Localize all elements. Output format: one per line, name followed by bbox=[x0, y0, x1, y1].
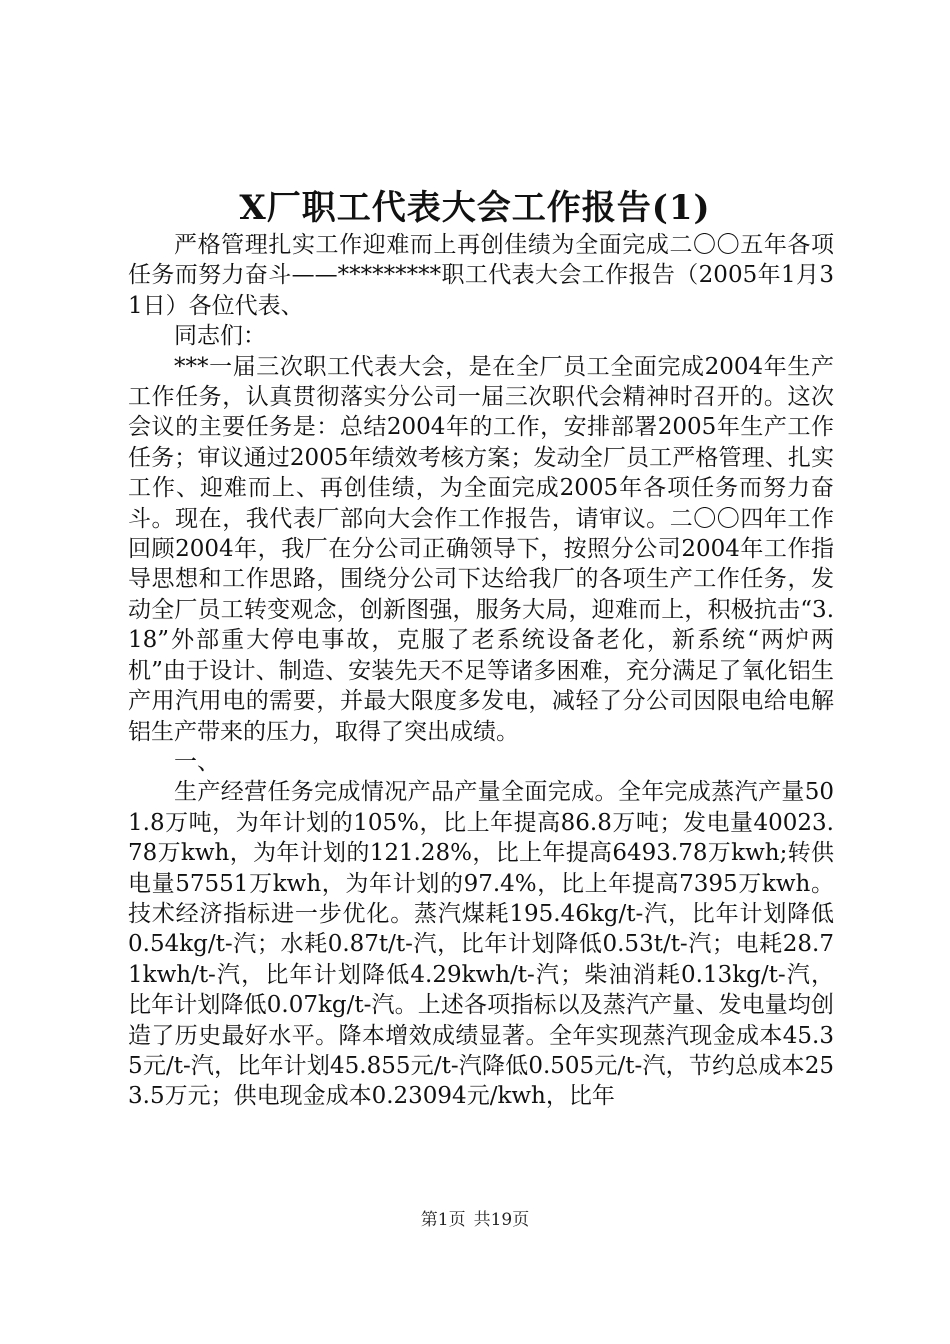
body-paragraph: ***一届三次职工代表大会，是在全厂员工全面完成2004年生产工作任务，认真贯彻落实分公司一届三次职代会精神时召开的。这次会议的主要任务是：总结2004年的工作，安排部署2005年生产工作任务；审议通过2005年绩效考核方案；发动全厂员工严格管理、扎实工作、迎难而上、再创佳绩，为全面完成2005年各项任务而努力奋斗。现在，我代表厂部向大会作工作报告，请审议。二〇〇四年工作回顾2004年，我厂在分公司正确领导下，按照分公司2004年工作指导思想和工作思路，围绕分公司下达给我厂的各项生产工作任务，发动全厂员工转变观念，创新图强，服务大局，迎难而上，积极抗击“3.18”外部重大停电事故，克服了老系统设备老化，新系统“两炉两机”由于设计、制造、安装先天不足等诸多困难，充分满足了氧化铝生产用汽用电的需要，并最大限度多发电，减轻了分公司因限电给电解铝生产带来的压力，取得了突出成绩。 bbox=[128, 353, 834, 745]
page-footer bbox=[0, 1208, 950, 1232]
page-total: 共19页 bbox=[473, 1210, 530, 1230]
page-number: 第1页 bbox=[420, 1210, 466, 1230]
document-body bbox=[128, 230, 834, 1112]
body-paragraph: 严格管理扎实工作迎难而上再创佳绩为全面完成二〇〇五年各项任务而努力奋斗——*********职工代表大会工作报告（2005年1月31日）各位代表、 bbox=[128, 232, 834, 319]
body-paragraph: 生产经营任务完成情况产品产量全面完成。全年完成蒸汽产量501.8万吨，为年计划的105%，比上年提高86.8万吨；发电量40023.78万kwh，为年计划的121.28%，比上年提高6493.78万kwh;转供电量57551万kwh，为年计划的97.4%，比上年提高7395万kwh。技术经济指标进一步优化。蒸汽煤耗195.46kg/t-汽，比年计划降低0.54kg/t-汽；水耗0.87t/t-汽，比年计划降低0.53t/t-汽；电耗28.71kwh/t-汽，比年计划降低4.29kwh/t-汽；柴油消耗0.13kg/t-汽，比年计划降低0.07kg/t-汽。上述各项指标以及蒸汽产量、发电量均创造了历史最好水平。降本增效成绩显著。全年实现蒸汽现金成本45.35元/t-汽，比年计划45.855元/t-汽降低0.505元/t-汽，节约总成本253.5万元；供电现金成本0.23094元/kwh，比年 bbox=[128, 779, 834, 1110]
body-paragraph: 同志们： bbox=[174, 323, 266, 350]
section-heading: 一、 bbox=[174, 748, 220, 775]
document-title: X厂职工代表大会工作报告(1) bbox=[239, 188, 711, 228]
